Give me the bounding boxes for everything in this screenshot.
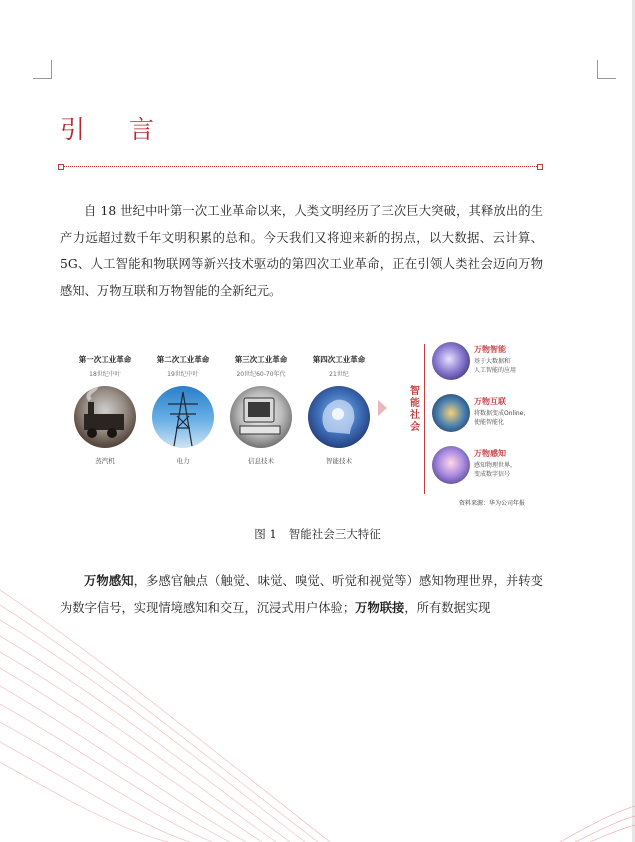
revolution-time: 19世纪中叶 xyxy=(167,371,199,378)
revolution-4 xyxy=(300,354,378,465)
body-text-segment: ，所有数据实现 xyxy=(404,600,491,615)
revolution-1 xyxy=(66,354,144,465)
figure-source: 资料来源：华为公司年报 xyxy=(459,500,526,507)
revolution-time: 20世纪60-70年代 xyxy=(236,371,286,378)
intro-paragraph xyxy=(60,198,543,304)
figure-smart-society xyxy=(64,334,544,514)
connectivity-image xyxy=(432,394,470,432)
revolution-tech: 信息技术 xyxy=(248,457,274,465)
revolution-name: 第四次工业革命 xyxy=(312,355,366,364)
revolution-2 xyxy=(144,354,222,465)
power-tower-image xyxy=(152,386,214,448)
revolution-name: 第三次工业革命 xyxy=(234,355,288,364)
feature-desc xyxy=(474,461,516,479)
feature-connectivity xyxy=(432,394,547,438)
feature-desc-line: 基于大数据和 xyxy=(474,358,511,365)
crop-mark-top-left xyxy=(33,60,52,79)
revolution-name: 第一次工业革命 xyxy=(78,355,132,364)
revolution-tech: 蒸汽机 xyxy=(95,457,115,465)
feature-desc-line: 将数据变成Online， xyxy=(474,410,530,417)
feature-sensing xyxy=(432,446,547,490)
intelligence-image xyxy=(432,342,470,380)
feature-desc-line: 人工智能的应用 xyxy=(474,367,517,374)
feature-desc-line: 感知物理世界， xyxy=(474,462,517,469)
figure-caption xyxy=(0,526,635,542)
body-text-segment: ，多感官触点（触觉、味觉、嗅觉、听觉和视觉等）感知物理世界，并转变为数字信号，实现情境感知和交互，沉浸式用户体验； xyxy=(60,574,543,615)
feature-title: 万物智能 xyxy=(474,345,506,354)
feature-desc xyxy=(474,357,516,375)
bold-term: 万物联接 xyxy=(355,599,405,615)
intro-text: 自 18 世纪中叶第一次工业革命以来，人类文明经历了三次巨大突破，其释放出的生产力远超过数千年文明积累的总和。今天我们又将迎来新的拐点，以大数据、云计算、5G、人工智能和物联网等新兴技术驱动的第四次工业革命，正在引领人类社会迈向万物感知、万物互联和万物智能的全新纪元。 xyxy=(60,204,543,298)
smart-society-label: 智能社会 xyxy=(410,386,420,433)
sensing-image xyxy=(432,446,470,484)
computer-image xyxy=(230,386,292,448)
ai-brain-image xyxy=(308,386,370,448)
bold-term: 万物感知 xyxy=(84,573,134,588)
revolution-name: 第二次工业革命 xyxy=(156,355,210,364)
feature-desc xyxy=(474,409,529,427)
feature-title: 万物互联 xyxy=(474,397,506,406)
page-title: 引 言 xyxy=(60,115,172,144)
arrow-right-icon xyxy=(378,400,387,416)
figure-caption-text: 智能社会三大特征 xyxy=(288,527,381,541)
revolution-tech: 电力 xyxy=(176,457,190,465)
divider-dot-right xyxy=(537,164,543,170)
revolution-time: 18世纪中叶 xyxy=(89,371,121,378)
crop-mark-top-right xyxy=(597,60,616,79)
feature-desc-line: 变成数字信号 xyxy=(474,471,511,478)
body-text xyxy=(60,568,543,621)
feature-desc-line: 使能智能化 xyxy=(474,419,505,426)
body-paragraph-2 xyxy=(60,568,543,621)
title-divider xyxy=(60,166,541,167)
figure-number: 图 1 xyxy=(254,527,277,541)
revolution-tech: 智能技术 xyxy=(326,457,352,465)
steam-engine-image xyxy=(74,386,136,448)
revolution-time: 21世纪 xyxy=(329,371,349,378)
divider-dot-left xyxy=(58,164,64,170)
feature-intelligence xyxy=(432,342,547,386)
feature-title: 万物感知 xyxy=(474,449,506,458)
bracket-line xyxy=(424,344,425,494)
revolution-3 xyxy=(222,354,300,465)
